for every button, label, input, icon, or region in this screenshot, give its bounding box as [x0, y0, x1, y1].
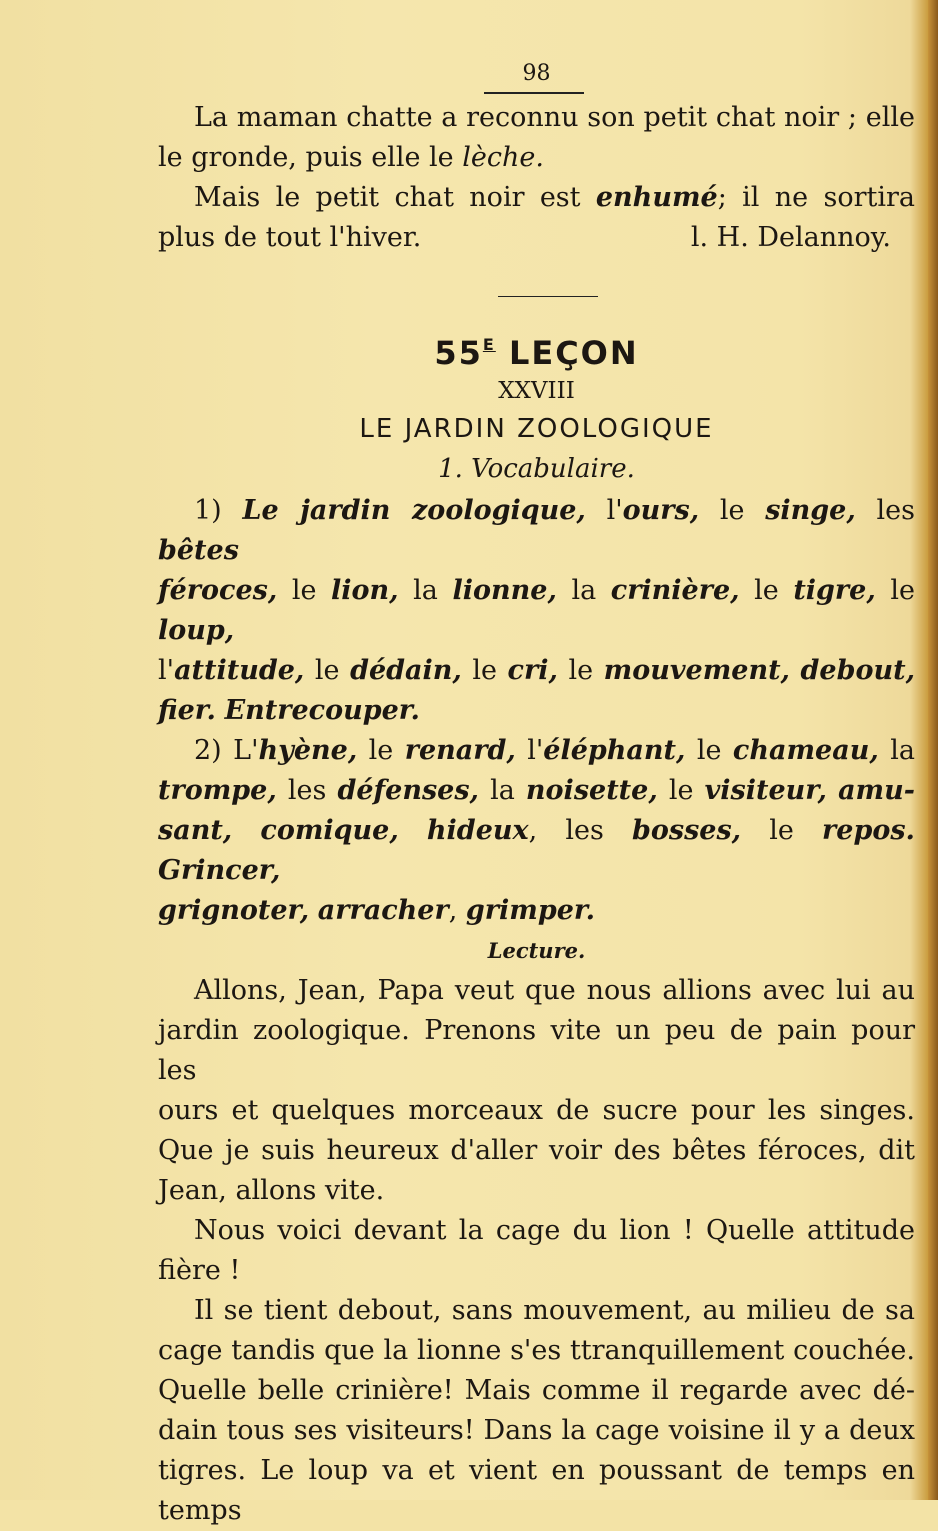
lesson-number: 55	[434, 334, 483, 372]
section-divider	[498, 296, 598, 298]
vocab-article: l'	[158, 655, 175, 686]
vocab-word: visiteur,	[704, 775, 827, 806]
vocab-word: cri,	[507, 655, 558, 686]
reading-line: cage tandis que la lionne s'es ttranquillement couchée.	[158, 1335, 915, 1366]
vocab-article: le	[696, 735, 722, 766]
vocab-word: ours,	[622, 495, 700, 526]
vocab-article: le	[368, 735, 394, 766]
lesson-subject: LE JARDIN ZOOLOGIQUE	[359, 414, 714, 444]
reading-line: Que je suis heureux d'aller voir des bêtes féroces, dit	[158, 1135, 915, 1166]
vocab-article: l'	[527, 735, 544, 766]
reading-line: fière !	[158, 1255, 241, 1286]
vocab-word: bêtes	[158, 535, 239, 566]
vocabulary-heading: 1. Vocabulaire.	[438, 454, 635, 484]
reading-line: dain tous ses visiteurs! Dans la cage voisine il y a deux	[158, 1415, 915, 1446]
vocab-word: bosses,	[632, 815, 742, 846]
vocabulary-list-1	[158, 491, 915, 731]
vocab-word: singe,	[765, 495, 856, 526]
vocab-line	[158, 651, 915, 691]
vocab-word: Grincer,	[158, 855, 281, 886]
vocab-article: le	[568, 655, 594, 686]
vocab-word: sant,	[158, 815, 233, 846]
vocab-word: debout,	[800, 655, 915, 686]
vocab-word: loup,	[158, 615, 235, 646]
vocab-article: la	[890, 735, 915, 766]
page-number: 98	[522, 61, 551, 86]
vocab-article: le	[754, 575, 779, 606]
vocab-word: Entrecouper.	[224, 695, 420, 726]
vocab-article: le	[890, 575, 915, 606]
vocab-number: 1)	[194, 495, 222, 526]
vocab-article: le	[769, 815, 794, 846]
vocab-article: ,	[448, 895, 458, 926]
intro-line	[158, 138, 915, 178]
lesson-word: LEÇON	[508, 334, 639, 372]
vocabulary-list-2	[158, 731, 915, 931]
vocab-line	[158, 491, 915, 571]
vocab-article: les	[876, 495, 915, 526]
vocab-article: la	[571, 575, 597, 606]
vocab-word: hideux	[426, 815, 529, 846]
vocab-word: noisette,	[525, 775, 658, 806]
vocab-article: , les	[528, 815, 604, 846]
vocab-word: féroces,	[158, 575, 278, 606]
vocab-word: lionne,	[452, 575, 557, 606]
vocab-line	[158, 771, 915, 811]
reading-line: Quelle belle crinière! Mais comme il regarde avec dé-	[158, 1375, 915, 1406]
header-rule	[484, 92, 584, 94]
vocab-line	[158, 571, 915, 651]
vocab-word: dédain,	[350, 655, 462, 686]
vocab-word: tigre,	[793, 575, 876, 606]
vocab-line	[158, 691, 915, 731]
intro-line	[158, 178, 915, 218]
vocab-word: crinière,	[610, 575, 740, 606]
reading-line: Allons, Jean, Papa veut que nous allions avec lui au	[194, 975, 915, 1006]
vocab-number: 2)	[194, 735, 222, 766]
intro-text-span: Mais le petit chat noir est	[194, 181, 581, 213]
intro-text-span: ; il ne sortira	[717, 181, 915, 213]
intro-text-span: le gronde, puis elle le	[158, 141, 454, 173]
vocab-word: arracher	[317, 895, 449, 926]
vocab-article: la	[413, 575, 438, 606]
vocab-article: l'	[606, 495, 623, 526]
vocab-line	[158, 731, 915, 771]
reading-line: jardin zoologique. Prenons vite un peu de pain pour les	[158, 1015, 915, 1086]
reading-line: tigres. Le loup va et vient en poussant de temps en temps	[158, 1455, 915, 1526]
intro-emphasis: lèche.	[462, 141, 544, 173]
intro-emphasis: enhumé	[595, 181, 718, 213]
vocab-word: amu-	[838, 775, 915, 806]
vocab-article: le	[668, 775, 694, 806]
reading-line: ours et quelques morceaux de sucre pour les singes.	[158, 1095, 915, 1126]
vocab-article: les	[287, 775, 327, 806]
lesson-roman-numeral: XXVIII	[498, 378, 575, 404]
vocab-article: le	[472, 655, 497, 686]
vocab-word: comique,	[260, 815, 399, 846]
vocab-word: mouvement,	[603, 655, 790, 686]
author-signature: l. H. Delannoy.	[690, 221, 891, 253]
reading-line: Il se tient debout, sans mouvement, au milieu de sa	[194, 1295, 915, 1326]
vocab-article: le	[291, 575, 317, 606]
vocab-word: Le jardin zoologique,	[242, 495, 586, 526]
reading-text	[158, 971, 915, 1531]
vocab-article: le	[719, 495, 745, 526]
vocab-word: éléphant,	[543, 735, 686, 766]
vocab-word: renard,	[404, 735, 516, 766]
vocab-article: le	[314, 655, 340, 686]
vocab-word: fier.	[158, 695, 216, 726]
intro-text-span: plus de tout l'hiver.	[158, 221, 422, 253]
vocab-word: trompe,	[158, 775, 277, 806]
vocab-word: hyène,	[258, 735, 358, 766]
lesson-number-suffix: E	[482, 335, 496, 354]
vocab-word: défenses,	[337, 775, 479, 806]
vocab-word: chameau,	[732, 735, 879, 766]
reading-line: Jean, allons vite.	[158, 1175, 385, 1206]
vocab-line	[158, 811, 915, 891]
reading-line: Nous voici devant la cage du lion ! Quelle attitude	[194, 1215, 915, 1246]
reading-heading: Lecture.	[487, 938, 586, 963]
vocab-word: attitude,	[174, 655, 305, 686]
intro-text	[158, 98, 915, 258]
vocab-word: repos.	[822, 815, 915, 846]
vocab-line	[158, 891, 915, 931]
lesson-title	[158, 325, 915, 373]
vocab-article: L'	[233, 735, 259, 766]
page-content	[158, 60, 915, 1531]
page-edge	[928, 0, 938, 1500]
intro-line	[158, 218, 915, 258]
vocab-word: grignoter,	[158, 895, 310, 926]
intro-line: La maman chatte a reconnu son petit chat noir ; elle	[194, 101, 915, 133]
vocab-word: lion,	[331, 575, 399, 606]
vocab-word: grimper.	[465, 895, 596, 926]
vocab-article: la	[490, 775, 515, 806]
